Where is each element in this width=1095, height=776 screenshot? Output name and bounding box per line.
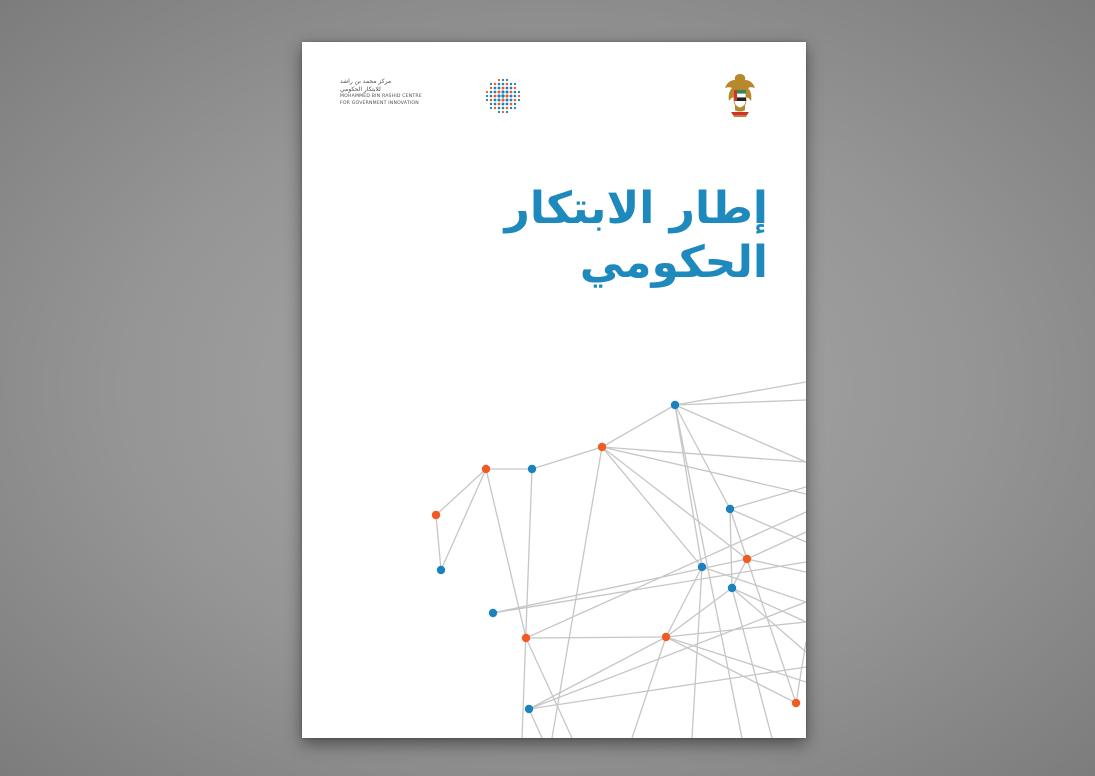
network-line xyxy=(526,638,572,738)
network-line xyxy=(532,447,602,469)
title-line-2: الحكومي xyxy=(579,237,768,288)
network-line xyxy=(436,469,486,515)
network-node-blue xyxy=(528,465,536,473)
network-line xyxy=(666,637,806,682)
network-node-blue xyxy=(489,609,497,617)
network-node-blue xyxy=(698,563,706,571)
title-line-1: إطار الابتكار xyxy=(504,183,768,234)
network-line xyxy=(702,567,806,602)
centre-name-arabic-1: مركز محمد بن راشد xyxy=(340,78,392,85)
network-node-orange xyxy=(598,443,606,451)
document-cover xyxy=(302,42,806,738)
network-line xyxy=(796,642,806,703)
network-line xyxy=(436,515,441,570)
network-line xyxy=(522,469,532,738)
network-line xyxy=(730,487,806,509)
network-line xyxy=(526,637,666,638)
network-line xyxy=(493,562,806,613)
network-node-orange xyxy=(522,634,530,642)
network-line xyxy=(675,400,806,405)
centre-name-arabic-2: للابتكار الحكومي xyxy=(340,86,381,93)
network-line xyxy=(529,709,542,738)
centre-name-english-2: FOR GOVERNMENT INNOVATION xyxy=(340,100,419,106)
network-line xyxy=(692,567,702,738)
network-graphic xyxy=(302,42,806,738)
network-node-orange xyxy=(432,511,440,519)
network-line xyxy=(526,512,806,638)
network-line xyxy=(675,382,806,405)
network-line xyxy=(730,509,747,559)
network-line xyxy=(602,405,675,447)
network-line xyxy=(529,667,806,709)
network-line xyxy=(552,447,602,738)
network-node-orange xyxy=(662,633,670,641)
network-node-orange xyxy=(743,555,751,563)
network-node-blue xyxy=(437,566,445,574)
network-line xyxy=(747,532,806,559)
network-line xyxy=(666,567,702,637)
network-node-blue xyxy=(728,584,736,592)
network-node-orange xyxy=(482,465,490,473)
network-node-orange xyxy=(792,699,800,707)
centre-name-english-1: MOHAMMED BIN RASHID CENTRE xyxy=(340,94,422,99)
network-node-blue xyxy=(671,401,679,409)
network-line xyxy=(441,469,486,570)
network-node-blue xyxy=(726,505,734,513)
network-node-blue xyxy=(525,705,533,713)
